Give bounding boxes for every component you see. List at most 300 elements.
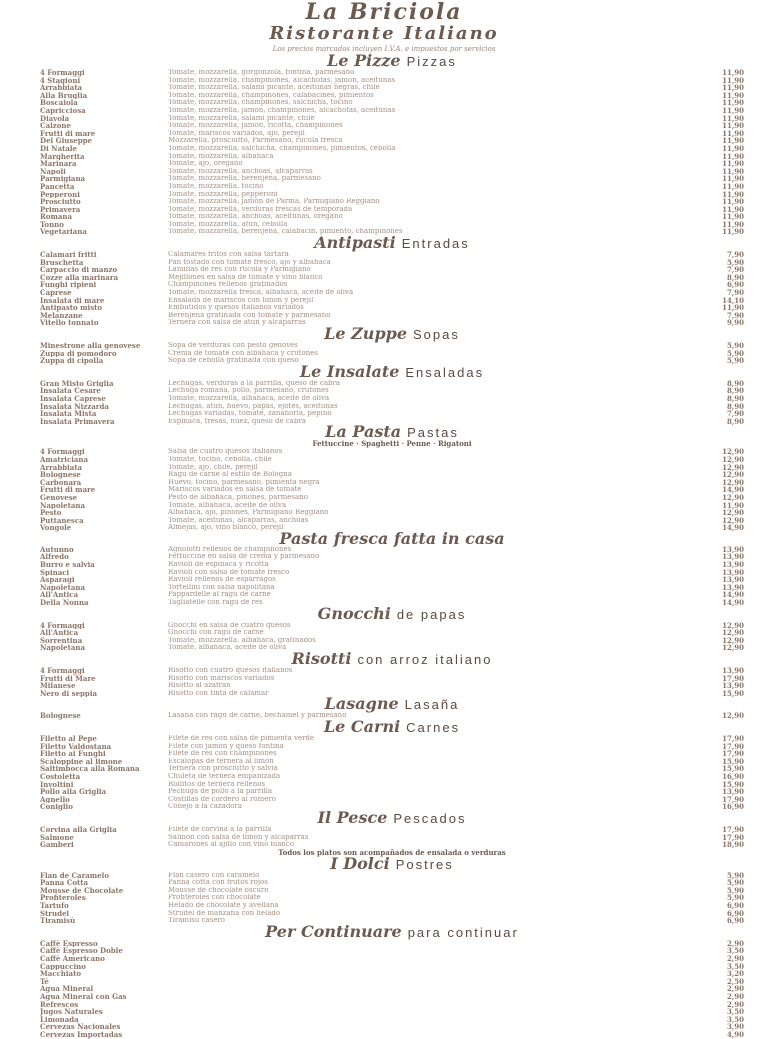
item-name: Bolognese [40,471,81,479]
item-description: Tomate, mozzarella, gorgonzola, fontina, parmesano [168,69,355,76]
item-description: Tomate, mariscos variados, ajo, perejil [168,129,305,137]
item-price: 3,90 [726,1022,744,1032]
menu-item [40,765,744,773]
item-name: Capricciosa [40,106,86,115]
item-description: Pappardelle al ragú de carne [168,591,271,599]
item-name: Tiramisù [40,917,76,925]
item-description: Tomate, ajo, chile, perejil [168,463,258,471]
item-name: Insalata di mare [40,296,105,305]
item-price: 13,90 [722,582,744,592]
item-description: Lechuga romana, pollo, parmesano, crutones [168,387,329,395]
menu-item [40,115,744,123]
item-name: Zuppa di cipolla [40,357,104,365]
menu-item [40,145,744,153]
item-description: Lasaña con ragú de carne, bechamel y parmesano [168,712,347,720]
item-name: Pesto [40,509,62,517]
item-price: 17,90 [722,824,744,834]
item-description: Ragú de carne al estilo de Bologna [168,471,292,479]
item-price: 12,90 [722,470,744,480]
item-name: Arrabbiata [40,463,83,472]
item-name: 4 Formaggi [40,621,85,630]
item-price: 11,90 [722,212,744,222]
item-description: Tomate, mozzarella, albahaca, gratinados [168,636,316,644]
item-price: 15,90 [722,779,744,789]
item-name: Strudel [40,909,70,918]
menu-item [40,486,744,494]
section-heading [40,51,744,70]
item-price: 15,90 [722,688,744,698]
item-name: Carpaccio di manzo [40,266,118,274]
item-name: Marinara [40,160,77,168]
item-name: Di Natale [40,144,77,153]
item-price: 4,90 [726,1029,744,1039]
item-price: 16,90 [722,771,744,781]
item-price: 15,90 [722,756,744,766]
item-price: 16,90 [722,802,744,812]
side-dish-note: Todos los platos son acompañados de ensalada o verduras [278,847,506,857]
item-description: Tomate, mozzarella, atún, cebolla [168,220,288,228]
section-heading [40,694,744,714]
item-description: Flan casero con caramelo [168,871,260,879]
item-price: 13,90 [722,681,744,691]
item-description: Tomate, mozzarella, albahaca, aceite de oliva [168,394,330,402]
menu-item [40,304,744,312]
item-description: Risotto al azafrán [168,682,231,690]
item-name: Funghi ripieni [40,281,97,290]
item-price: 18,90 [722,840,744,850]
menu-item [40,553,744,561]
item-price: 11,90 [722,197,744,207]
menu-item [40,1016,744,1024]
item-price: 11,90 [722,113,744,123]
section-heading [40,853,744,873]
menu-item [40,122,744,130]
item-description: Crema de tomate con albahaca y crutones [168,349,318,357]
item-price: 12,90 [722,628,744,638]
item-price: 5,90 [726,878,744,888]
item-price: 8,90 [726,416,744,426]
item-price: 14,90 [722,485,744,495]
item-description: Mejillones en salsa de tomate y vino blanco [168,273,323,281]
item-name: Arrabbiata [40,84,83,92]
item-name: Romana [40,213,73,221]
item-description: Mousse de chocolate oscuro [168,886,269,894]
item-description: Tomate, mozzarella, anchoas, aceitunas, orégano [168,213,343,221]
item-description: Embutidos y quesos italianos variados [168,304,304,312]
item-price: 11,90 [722,98,744,108]
item-price: 8,90 [726,386,744,396]
item-description: Tomate, mozzarella fresca, albahaca, aceite de oliva [168,289,354,297]
item-description [168,963,710,971]
item-name: Filetto ai Funghi [40,750,106,758]
item-name: Diavola [40,114,70,123]
item-description: Espinaca, fresas, nuez, queso de cabra [168,417,306,425]
menu-item [40,274,744,282]
item-description [168,993,710,1001]
menu-item [40,130,744,138]
item-name: Gran Misto Griglia [40,379,114,388]
item-name: Vongole [40,524,72,532]
menu-section [40,324,744,366]
item-description: Gnocchi con ragú de carne [168,629,264,637]
item-price: 7,90 [726,409,744,419]
item-description: Fettuccine en salsa de crema y parmesano [168,553,320,561]
section-script-title: La Pasta [325,422,402,442]
item-name: Napoletana [40,583,86,592]
item-price: 11,90 [722,227,744,237]
menu-item [40,637,744,645]
item-name: Insalata Primavera [40,417,115,426]
menu-item [40,297,744,305]
menu-sections [0,51,768,1039]
item-description: Sopa de verduras con pesto genovés [168,342,298,349]
item-name: Cappuccino [40,962,86,971]
item-description: Strudel de manzana con helado [168,909,281,917]
item-description [168,947,710,955]
menu-item [40,266,744,274]
menu-item [40,395,744,403]
item-name: Carbonara [40,478,82,487]
item-price: 11,90 [722,189,744,199]
menu-item [40,92,744,100]
menu-item [40,546,744,554]
item-price: 7,90 [726,310,744,320]
menu-item [40,312,744,320]
menu-item [40,644,744,652]
menu-item [40,743,744,751]
item-name: Caffè Espresso Doble [40,947,123,956]
item-name: Asparagi [40,576,75,584]
item-description: Mariscos variados en salsa de tomate [168,486,302,494]
menu-item [40,902,744,910]
item-description: Tomate, tocino, cebolla, chile [168,455,272,463]
section-heading [40,422,744,442]
menu-item [40,599,744,607]
menu-item [40,781,744,789]
section-script-title: Le Zuppe [324,324,407,343]
item-price: 2,90 [726,992,744,1001]
item-name: All'Antica [40,591,79,600]
item-price: 5,90 [726,870,744,880]
item-price: 13,90 [722,575,744,585]
item-name: Pepperoni [40,190,80,199]
menu-item [40,175,744,183]
menu-item [40,872,744,880]
item-price: 17,90 [722,733,744,743]
item-price: 3,50 [726,946,744,956]
item-price: 5,90 [726,257,744,267]
item-name: Scaloppine al limone [40,757,123,766]
item-description: Tomate, mozzarella, salami picante, chile [168,114,315,122]
restaurant-name: La Briciola [305,0,463,25]
section-script-title: Lasagne [324,694,399,714]
item-price: 12,90 [722,620,744,630]
item-description: Camarones al ajillo con vino blanco [168,841,295,849]
item-name: Insalata Mista [40,410,97,418]
item-price: 6,90 [726,901,744,911]
menu-item [40,251,744,259]
menu-item [40,191,744,199]
item-price: 17,90 [722,741,744,751]
item-price: 12,90 [722,447,744,457]
item-description: Tomate, albahaca, aceite de oliva [168,644,287,652]
section-script-title: Le Pizze [327,51,401,70]
section-label: con arroz italiano [357,652,493,667]
item-name: Cervezas Importadas [40,1030,123,1039]
menu-item [40,978,744,986]
item-description: Champiñones rellenos gratinados [168,281,288,289]
item-price: 14,90 [722,590,744,600]
item-price: 6,90 [726,916,744,926]
item-name: Caprese [40,289,72,297]
menu-item [40,910,744,918]
section-label: de papas [396,606,467,622]
section-label: Ensaladas [405,364,485,380]
item-description: Tiramisú casero [168,917,226,925]
item-name: Frutti di Mare [40,674,96,683]
item-price: 13,90 [722,666,744,675]
item-price: 9,90 [726,318,744,328]
section-heading [40,233,744,253]
item-description: Filete con jamón y queso fontina [168,742,284,750]
item-name: Agua Mineral con Gas [40,993,127,1001]
item-price: 11,90 [722,90,744,100]
item-name: Napoli [40,167,66,176]
item-name: Panna Cotta [40,879,89,887]
item-price: 13,90 [722,560,744,570]
item-price: 2,90 [726,999,744,1009]
item-price: 11,90 [722,75,744,85]
item-name: Del Giuseppe [40,137,92,145]
item-description [168,940,710,948]
menu-section [40,51,744,237]
menu-item [40,1008,744,1016]
item-description: Filete de corvina a la parrilla [168,825,272,833]
menu-item [40,993,744,1001]
item-description: Conejo a la cazadora [168,803,243,811]
item-name: Gamberi [40,841,74,849]
menu-header [0,0,768,54]
item-price: 12,90 [722,711,744,721]
menu-item [40,887,744,895]
menu-item [40,259,744,267]
item-name: Cozze alla marinara [40,273,119,282]
menu-item [40,985,744,993]
item-name: Caffè Espresso [40,939,98,948]
item-price: 11,90 [722,136,744,146]
item-name: Autunno [40,545,74,554]
item-price: 17,90 [722,673,744,683]
menu-item [40,667,744,675]
menu-item [40,289,744,297]
item-name: Jugos Naturales [40,1008,103,1016]
item-price: 11,90 [722,151,744,161]
item-name: Bruschetta [40,258,84,267]
item-price: 17,90 [722,794,744,804]
item-name: Sorrentina [40,636,83,645]
item-name: Amatriciana [40,455,89,464]
item-name: Vegetariana [40,228,87,237]
item-description: Ternera con salsa de atún y alcaparras [168,319,306,327]
menu-item [40,403,744,411]
item-name: Frutti di mare [40,129,96,138]
item-description: Lechugas variadas, tomate, zanahoria, pepino [168,410,332,418]
menu-item [40,471,744,479]
item-price: 7,90 [726,288,744,298]
section-script-title: Le Carni [323,716,401,736]
item-description: Mozzarella, prosciutto, Parmesano, rúcula fresca [168,137,343,145]
item-name: Filetto Valdostana [40,742,112,751]
menu-item [40,879,744,887]
item-price: 14,10 [722,295,744,305]
menu-item [40,576,744,584]
menu-item [40,183,744,191]
menu-item [40,509,744,517]
item-name: Vitello tonnato [40,319,99,327]
menu-item [40,517,744,525]
menu-item [40,561,744,569]
menu-item [40,826,744,834]
item-description: Lechugas, verduras a la parrilla, queso de cabra [168,379,341,387]
item-description: Tomate, mozzarella, jamón de Parma, Parmigiano Reggiano [168,198,380,206]
menu-item [40,591,744,599]
section-script-title: Antipasti [314,233,396,253]
item-description: Tomate, mozzarella, jamón, ricotta, champiñones [168,122,343,130]
item-name: Costoletta [40,772,81,781]
item-name: Salmone [40,833,74,842]
menu-item [40,387,744,395]
item-price: 12,90 [722,635,744,645]
item-description: Costillas de cordero al romero [168,795,276,803]
item-name: Burro e salvia [40,561,95,569]
item-description: Tomate, mozzarella, champiñones, alcachofas, jamón, aceitunas [168,76,396,84]
menu-item [40,682,744,690]
item-description: Panna cotta con frutos rojos [168,879,268,887]
item-price: 14,90 [722,523,744,533]
section-label: Sopas [413,327,460,342]
item-price: 5,90 [726,885,744,895]
section-script-title: Per Continuare [265,921,402,941]
item-description: Ensalada de mariscos con limón y perejil [168,296,314,304]
item-price: 3,20 [726,969,744,979]
item-price: 11,90 [722,83,744,93]
item-description: Tomate, mozzarella, jamón, champiñones, alcachofas, aceitunas [168,106,396,114]
section-label: para continuar [407,924,519,940]
item-price: 2,90 [726,954,744,964]
item-name: Melanzane [40,311,83,320]
item-name: Zuppa di pomodoro [40,349,117,358]
item-name: Tartufo [40,902,69,910]
item-price: 11,90 [722,181,744,191]
item-name: Limonada [40,1015,79,1024]
menu-item [40,221,744,229]
item-name: All'Antica [40,629,79,637]
item-price: 11,90 [722,105,744,115]
item-description: Tomate, mozzarella, tocino [168,182,264,190]
menu-item [40,69,744,77]
item-name: Frutti di mare [40,486,96,494]
item-price: 2,50 [726,976,744,986]
item-description: Lechugas, atún, huevo, papas, ejotes, aceitunas [168,402,338,410]
item-name: Boscaiola [40,99,78,107]
item-description: Pechuga de pollo a la parrilla [168,788,273,796]
menu-item [40,99,744,107]
item-description: Chuleta de ternera empanizada [168,772,281,780]
item-description: Tomate, mozzarella, salami picante, aceitunas negras, chile [168,84,380,92]
item-name: 4 Formaggi [40,448,85,456]
menu-item [40,970,744,978]
menu-item [40,137,744,145]
item-description: Ravioli con salsa de tomate fresco [168,568,290,576]
item-description: Ternera con prosciutto y salvia [168,765,278,773]
menu-item [40,773,744,781]
item-price: 12,90 [722,477,744,487]
item-price: 13,90 [722,552,744,562]
item-name: Nero di seppia [40,689,98,698]
menu-item [40,834,744,842]
menu-item [40,803,744,811]
item-name: Spinaci [40,568,70,577]
item-description [168,970,710,978]
item-name: Milanese [40,682,76,690]
item-price: 3,50 [726,1007,744,1017]
item-price: 12,90 [722,462,744,472]
item-price: 3,50 [726,961,744,971]
item-description: Helado de chocolate y avellana [168,902,279,910]
item-price: 2,90 [726,984,744,994]
menu-item [40,675,744,683]
item-description: Tomate, mozzarella, albahaca [168,152,274,160]
menu-item [40,1001,744,1009]
item-price: 12,90 [722,508,744,518]
item-name: Parmigiana [40,175,86,183]
menu-item [40,584,744,592]
item-price: 14,90 [722,598,744,608]
section-label: Pizzas [406,54,457,69]
menu-item [40,213,744,221]
menu-section [40,853,744,926]
menu-item [40,380,744,388]
item-price: 15,90 [722,764,744,774]
item-description: Pan tostado con tomate fresco, ajo y albahaca [168,258,331,266]
item-name: Insalata Caprese [40,394,106,403]
menu-item [40,479,744,487]
item-price: 11,90 [722,303,744,313]
menu-item [40,494,744,502]
item-price: 5,90 [726,893,744,903]
section-label: Entradas [401,236,470,252]
item-description [168,1016,710,1024]
item-price: 6,90 [726,280,744,290]
item-description [168,1023,710,1031]
menu-item [40,84,744,92]
item-name: Corvina alla Griglia [40,825,117,834]
item-description: Pesto de albahaca, piñones, parmesano [168,493,308,501]
item-name: 4 Formaggi [40,667,85,675]
item-description: Risotto con mariscos variados [168,674,275,682]
item-name: Agnello [40,795,70,804]
section-label: Pastas [407,425,459,441]
item-name: Involtini [40,780,74,789]
item-name: Antipasto misto [40,304,103,312]
item-name: Mousse de Chocolate [40,886,124,895]
item-price: 13,90 [722,544,744,554]
section-heading [40,324,744,343]
pasta-types-note: Fettuccine · Spaghetti · Penne · Rigatoni [312,439,472,449]
menu-item [40,350,744,358]
item-description [168,985,710,993]
section-script-title: Il Pesce [317,807,388,827]
